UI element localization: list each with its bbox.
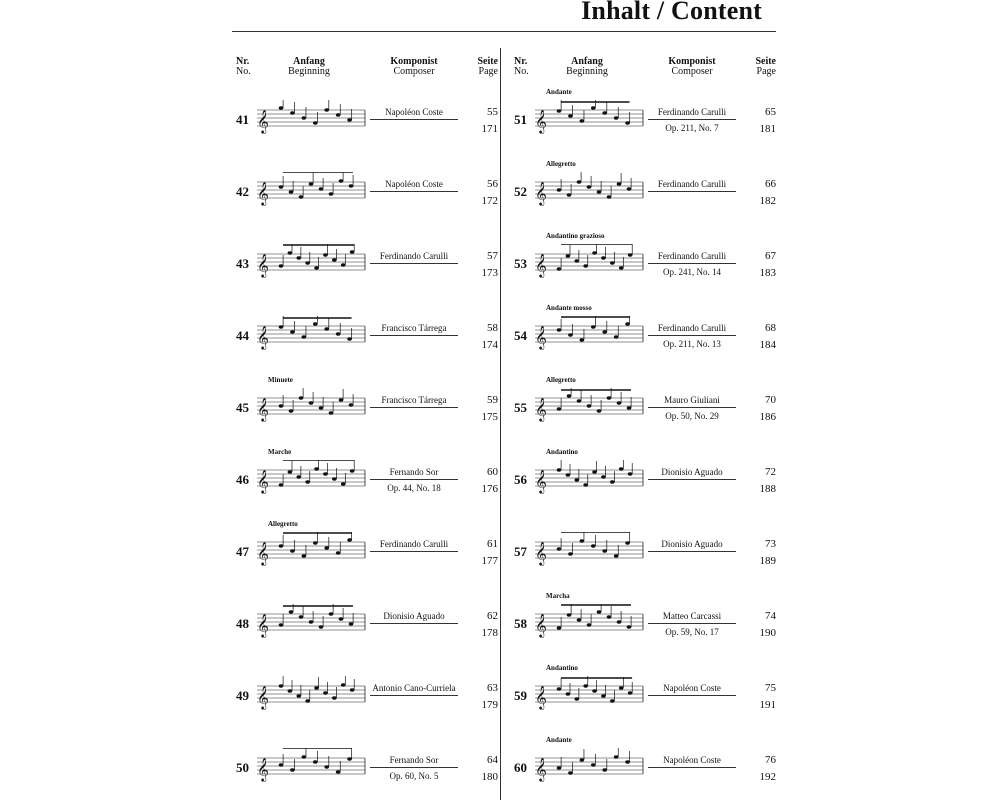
header-page: Page [756,66,776,77]
page-number-second: 180 [481,771,498,783]
incipit [257,244,367,293]
svg-text:𝄞: 𝄞 [257,325,269,349]
incipit [535,100,645,149]
composer-name: Mauro Giuliani [648,395,736,408]
page-number-second: 191 [759,699,776,711]
composer-name: Ferdinando Carulli [648,323,736,336]
header-seite: Seite [477,56,498,67]
music-incipit-icon [535,532,645,576]
content-entry[interactable] [514,232,776,304]
page-number: 75 [765,682,776,694]
header-beginning: Beginning [566,66,608,77]
page-number-second: 177 [481,555,498,567]
svg-text:𝄞: 𝄞 [535,109,547,133]
page-number-second: 188 [759,483,776,495]
piece-number: 58 [514,616,527,631]
svg-text:𝄞: 𝄞 [257,541,269,565]
piece-number: 55 [514,400,527,415]
incipit [257,604,367,653]
tempo-marking: Marcha [546,592,570,600]
page-number: 56 [487,178,498,190]
page-number: 67 [765,250,776,262]
music-incipit-icon [257,748,367,792]
incipit [535,244,645,293]
tempo-marking: Andantino [546,664,578,672]
column-divider [500,48,501,800]
piece-number: 50 [236,760,249,775]
content-entry[interactable] [514,664,776,736]
page-number-second: 175 [481,411,498,423]
page-number: 70 [765,394,776,406]
page-number: 74 [765,610,776,622]
content-entry[interactable] [236,316,496,376]
header-anfang: Anfang [571,56,603,67]
page-number: 58 [487,322,498,334]
page-number-second: 178 [481,627,498,639]
content-entry[interactable] [514,376,776,448]
page-number-second: 176 [481,483,498,495]
tempo-marking: Allegretto [268,520,298,528]
header-nr: Nr. [514,56,528,67]
composer-name: Napoléon Coste [648,755,736,768]
piece-number: 60 [514,760,527,775]
composer-name: Dionisio Aguado [370,611,458,624]
incipit [535,388,645,437]
piece-number: 57 [514,544,527,559]
piece-number: 41 [236,112,249,127]
header-beginning: Beginning [288,66,330,77]
composer-name: Antonio Cano-Curriela [370,683,458,696]
header-komponist: Komponist [668,56,716,67]
composer-name: Ferdinando Carulli [370,539,458,552]
page-number-second: 192 [759,771,776,783]
opus-number: Op. 60, No. 5 [389,771,439,781]
page-number: 63 [487,682,498,694]
left-column [236,0,496,800]
svg-text:𝄞: 𝄞 [257,469,269,493]
music-incipit-icon [535,244,645,288]
composer-name: Francisco Tárrega [370,323,458,336]
page-number: 65 [765,106,776,118]
opus-number: Op. 211, No. 7 [665,123,719,133]
music-incipit-icon [257,244,367,288]
music-incipit-icon [535,676,645,720]
opus-number: Op. 44, No. 18 [387,483,441,493]
composer-name: Dionisio Aguado [648,539,736,552]
music-incipit-icon [535,100,645,144]
page-number: 76 [765,754,776,766]
page-number-second: 182 [759,195,776,207]
music-incipit-icon [257,316,367,360]
piece-number: 43 [236,256,249,271]
svg-text:𝄞: 𝄞 [257,253,269,277]
page-number: 61 [487,538,498,550]
right-column [514,0,774,800]
page-number: 60 [487,466,498,478]
piece-number: 56 [514,472,527,487]
tempo-marking: Andantino grazioso [546,232,605,240]
piece-number: 44 [236,328,249,343]
page-number-second: 179 [481,699,498,711]
page-number-second: 174 [481,339,498,351]
opus-number: Op. 59, No. 17 [665,627,719,637]
svg-text:𝄞: 𝄞 [535,397,547,421]
opus-number: Op. 50, No. 29 [665,411,719,421]
content-entry[interactable] [236,748,496,808]
tempo-marking: Andante [546,88,572,96]
tempo-marking: Allegretto [546,376,576,384]
tempo-marking: Andante mosso [546,304,592,312]
content-entry[interactable] [236,376,498,448]
composer-name: Fernando Sor [370,467,458,480]
incipit [257,532,367,581]
opus-number: Op. 211, No. 13 [663,339,721,349]
svg-text:𝄞: 𝄞 [257,181,269,205]
composer-name: Napoléon Coste [370,107,458,120]
content-entry[interactable] [236,172,496,232]
music-incipit-icon [257,604,367,648]
music-incipit-icon [535,604,645,648]
page-number-second: 171 [481,123,498,135]
incipit [257,100,367,149]
incipit [257,460,367,509]
music-incipit-icon [257,172,367,216]
page-number: 57 [487,250,498,262]
content-entry[interactable] [514,592,776,664]
svg-text:𝄞: 𝄞 [257,757,269,781]
page-number-second: 173 [481,267,498,279]
composer-name: Fernando Sor [370,755,458,768]
piece-number: 48 [236,616,249,631]
header-composer: Composer [671,66,713,77]
composer-name: Francisco Tárrega [370,395,458,408]
content-entry[interactable] [236,604,496,664]
page-number: 59 [487,394,498,406]
page-number-second: 184 [759,339,776,351]
header-no: No. [514,66,529,77]
page-number-second: 172 [481,195,498,207]
tempo-marking: Allegretto [546,160,576,168]
svg-text:𝄞: 𝄞 [535,541,547,565]
tempo-marking: Andante [546,736,572,744]
incipit [535,748,645,797]
piece-number: 45 [236,400,249,415]
music-incipit-icon [535,748,645,792]
incipit [257,316,367,365]
piece-number: 46 [236,472,249,487]
composer-name: Napoléon Coste [648,683,736,696]
svg-text:𝄞: 𝄞 [257,397,269,421]
incipit [257,388,367,437]
content-entry[interactable] [236,520,498,592]
page-number-second: 183 [759,267,776,279]
page-number-second: 189 [759,555,776,567]
tempo-marking: Marche [268,448,292,456]
svg-text:𝄞: 𝄞 [535,469,547,493]
page-number: 55 [487,106,498,118]
music-incipit-icon [535,316,645,360]
incipit [535,460,645,509]
incipit [535,316,645,365]
music-incipit-icon [535,388,645,432]
incipit [535,676,645,725]
piece-number: 42 [236,184,249,199]
content-entry[interactable] [514,448,776,520]
incipit [257,172,367,221]
piece-number: 54 [514,328,527,343]
svg-text:𝄞: 𝄞 [257,613,269,637]
page-number: 68 [765,322,776,334]
header-page: Page [478,66,498,77]
composer-name: Napoléon Coste [370,179,458,192]
piece-number: 52 [514,184,527,199]
svg-text:𝄞: 𝄞 [535,757,547,781]
music-incipit-icon [257,460,367,504]
music-incipit-icon [257,532,367,576]
svg-text:𝄞: 𝄞 [257,109,269,133]
content-entry[interactable] [236,676,496,736]
page-number: 73 [765,538,776,550]
incipit [535,604,645,653]
page-number: 62 [487,610,498,622]
content-entry[interactable] [514,304,776,376]
tempo-marking: Andantino [546,448,578,456]
music-incipit-icon [257,100,367,144]
piece-number: 47 [236,544,249,559]
tempo-marking: Minuete [268,376,293,384]
composer-name: Ferdinando Carulli [648,107,736,120]
content-entry[interactable] [514,88,776,160]
piece-number: 49 [236,688,249,703]
header-no: No. [236,66,251,77]
header-nr: Nr. [236,56,250,67]
music-incipit-icon [257,676,367,720]
header-komponist: Komponist [390,56,438,67]
page-title: Inhalt / Content [581,0,762,25]
incipit [535,532,645,581]
svg-text:𝄞: 𝄞 [535,253,547,277]
content-entry[interactable] [514,532,774,592]
svg-text:𝄞: 𝄞 [535,685,547,709]
page-number-second: 190 [759,627,776,639]
svg-text:𝄞: 𝄞 [257,685,269,709]
opus-number: Op. 241, No. 14 [663,267,721,277]
page-number: 72 [765,466,776,478]
page-number: 64 [487,754,498,766]
incipit [257,676,367,725]
page-number: 66 [765,178,776,190]
piece-number: 51 [514,112,527,127]
content-entry[interactable] [514,736,776,808]
content-entry[interactable] [236,448,498,520]
content-entry[interactable] [514,160,776,232]
composer-name: Dionisio Aguado [648,467,736,480]
piece-number: 53 [514,256,527,271]
page-number-second: 181 [759,123,776,135]
svg-text:𝄞: 𝄞 [535,181,547,205]
music-incipit-icon [257,388,367,432]
incipit [257,748,367,797]
piece-number: 59 [514,688,527,703]
composer-name: Ferdinando Carulli [370,251,458,264]
composer-name: Ferdinando Carulli [648,251,736,264]
svg-text:𝄞: 𝄞 [535,613,547,637]
music-incipit-icon [535,172,645,216]
composer-name: Ferdinando Carulli [648,179,736,192]
incipit [535,172,645,221]
header-seite: Seite [755,56,776,67]
header-anfang: Anfang [293,56,325,67]
composer-name: Matteo Carcassi [648,611,736,624]
content-entry[interactable] [236,244,496,304]
page-number-second: 186 [759,411,776,423]
header-composer: Composer [393,66,435,77]
svg-text:𝄞: 𝄞 [535,325,547,349]
music-incipit-icon [535,460,645,504]
content-entry[interactable] [236,100,496,160]
